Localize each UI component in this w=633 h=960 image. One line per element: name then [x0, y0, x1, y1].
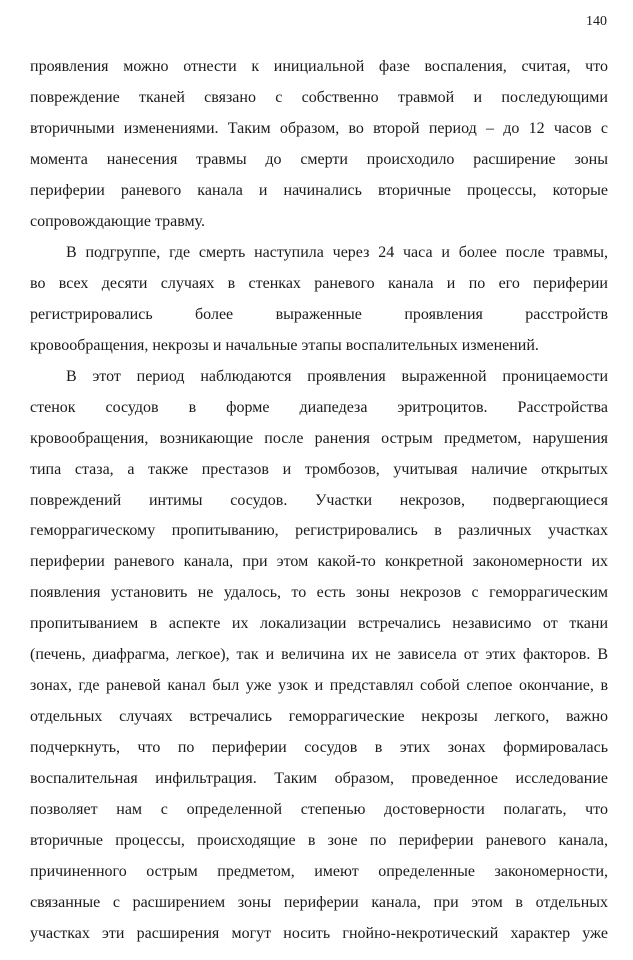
text-line: связанные с расширением зоны периферии канала, при этом в отдельных [30, 894, 608, 912]
page-number: 140 [586, 14, 607, 29]
paragraph-first-line: В этот период наблюдаются проявления выраженной проницаемости [66, 367, 608, 385]
text-line: кровообращения, возникающие после ранения острым предметом, нарушения [30, 429, 608, 447]
text-line: зонах, где раневой канал был уже узок и представлял собой слепое окончание, в [30, 677, 608, 695]
text-line: позволяет нам с определенной степенью достоверности полагать, что [30, 801, 608, 819]
text-line: геморрагическому пропитыванию, регистрировались в различных участках [30, 522, 608, 540]
text-line: причиненного острым предметом, имеют определенные закономерности, [30, 863, 608, 881]
text-line: вторичными изменениями. Таким образом, во второй период – до 12 часов с [30, 119, 608, 137]
text-line: повреждений интимы сосудов. Участки некрозов, подвергающиеся [30, 491, 608, 509]
text-line: (печень, диафрагма, легкое), так и величина их не зависела от этих факторов. В [30, 646, 608, 664]
text-line: периферии раневого канала, при этом какой-то конкретной закономерности их [30, 553, 608, 571]
text-line: появления установить не удалось, то есть зоны некрозов с геморрагическим [30, 584, 608, 602]
text-line: типа стаза, а также престазов и тромбозов, учитывая наличие открытых [30, 460, 608, 478]
text-line: подчеркнуть, что по периферии сосудов в этих зонах формировалась [30, 739, 608, 757]
text-line: воспалительная инфильтрация. Таким образом, проведенное исследование [30, 770, 608, 788]
text-line: проявления можно отнести к инициальной фазе воспаления, считая, что [30, 58, 608, 75]
text-line: участках эти расширения могут носить гнойно-некротический характер уже [30, 925, 608, 943]
text-line: повреждение тканей связано с собственно травмой и последующими [30, 88, 608, 106]
text-line: вторичные процессы, происходящие в зоне по периферии раневого канала, [30, 832, 608, 850]
text-line: кровообращения, некрозы и начальные этапы воспалительных изменений. [30, 336, 539, 354]
text-line: отдельных случаях встречались геморрагические некрозы легкого, важно [30, 708, 608, 726]
paragraph-first-line: В подгруппе, где смерть наступила через 24 часа и более после травмы, [66, 243, 608, 261]
text-line: регистрировались более выраженные проявления расстройств [30, 305, 608, 323]
text-line: стенок сосудов в форме диапедеза эритроцитов. Расстройства [30, 398, 608, 416]
text-line: во всех десяти случаях в стенках раневого канала и по его периферии [30, 274, 608, 292]
text-line: момента нанесения травмы до смерти происходило расширение зоны [30, 150, 608, 168]
text-line: периферии раневого канала и начинались вторичные процессы, которые [30, 181, 608, 199]
text-line: пропитыванием в аспекте их локализации встречались независимо от ткани [30, 615, 608, 633]
text-line: сопровождающие травму. [30, 212, 206, 230]
